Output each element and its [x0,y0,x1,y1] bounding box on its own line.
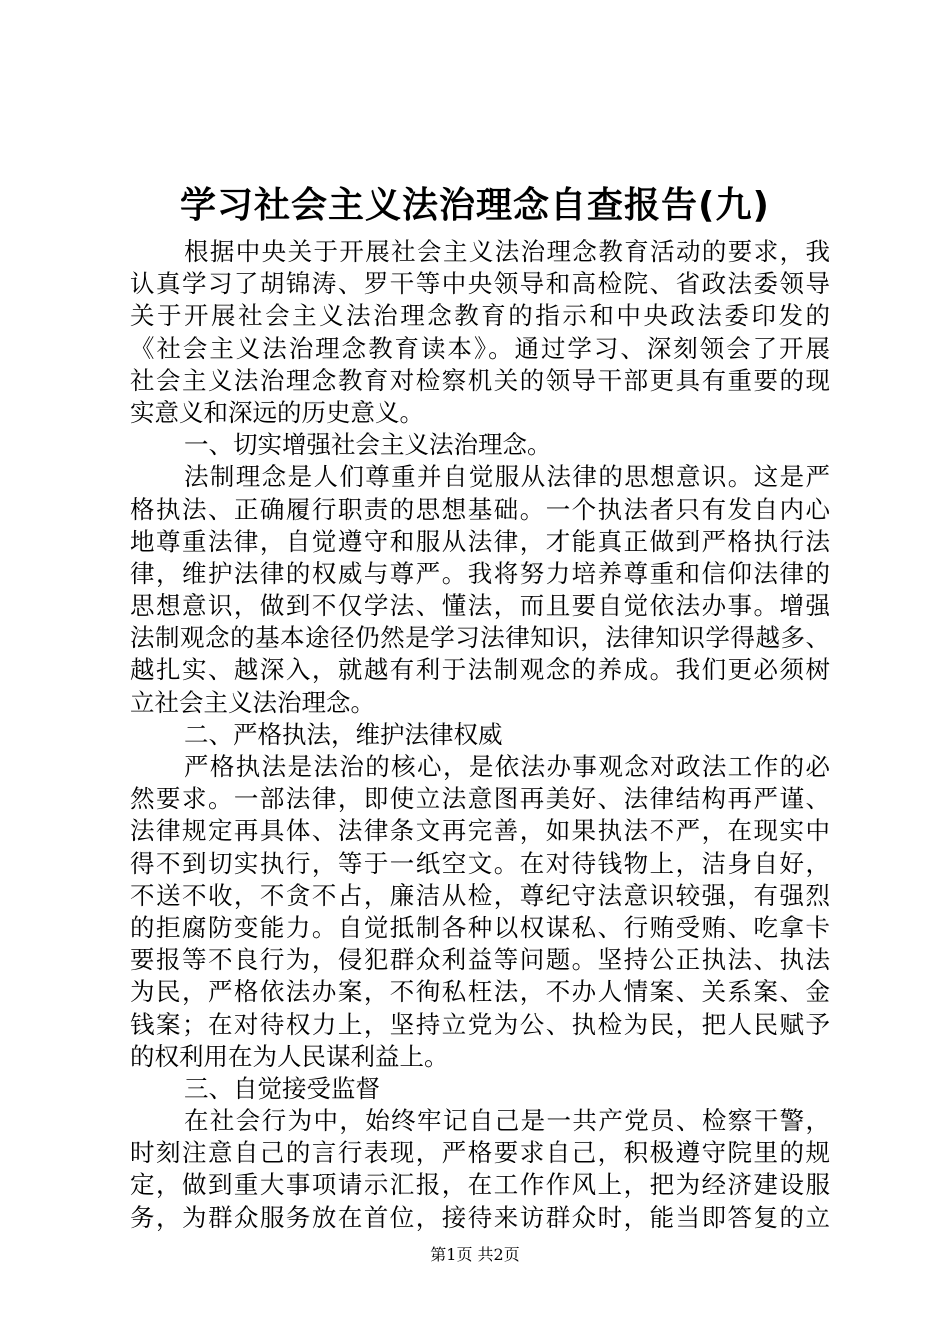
text-line: 一、切实增强社会主义法治理念。 [184,430,552,460]
text-line: 然要求。一部法律，即使立法意图再美好、法律结构再严谨、 [130,784,830,814]
text-line: 越扎实、越深入，就越有利于法制观念的养成。我们更必须树 [130,655,830,685]
text-line: 定，做到重大事项请示汇报，在工作作风上，把为经济建设服 [130,1170,830,1200]
text-line: 要报等不良行为，侵犯群众利益等问题。坚持公正执法、执法 [130,945,830,975]
text-line: 社会主义法治理念教育对检察机关的领导干部更具有重要的现 [130,365,830,395]
document-title: 学习社会主义法治理念自查报告(九) [180,185,770,226]
text-line: 得不到切实执行，等于一纸空文。在对待钱物上，洁身自好， [130,848,830,878]
page-footer: 第1页 共2页 [430,1245,520,1264]
text-line: 律，维护法律的权威与尊严。我将努力培养尊重和信仰法律的 [130,558,830,588]
text-line: 法制观念的基本途径仍然是学习法律知识，法律知识学得越多、 [130,623,830,653]
text-line: 二、严格执法，维护法律权威 [184,719,503,749]
text-line: 钱案；在对待权力上，坚持立党为公、执检为民，把人民赋予 [130,1009,830,1039]
text-line: 严格执法是法治的核心，是依法办事观念对政法工作的必 [184,752,830,781]
text-line: 格执法、正确履行职责的思想基础。一个执法者只有发自内心 [130,494,830,524]
text-line: 思想意识，做到不仅学法、懂法，而且要自觉依法办事。增强 [130,591,830,621]
text-line: 的权利用在为人民谋利益上。 [130,1041,449,1071]
text-line: 为民，严格依法办案，不徇私枉法，不办人情案、关系案、金 [130,977,830,1007]
text-line: 三、自觉接受监督 [184,1073,380,1103]
text-line: 法制理念是人们尊重并自觉服从法律的思想意识。这是严 [184,462,830,492]
text-line: 《社会主义法治理念教育读本》。通过学习、深刻领会了开展 [130,333,830,363]
text-line: 根据中央关于开展社会主义法治理念教育活动的要求，我 [184,237,830,266]
text-line: 在社会行为中，始终牢记自己是一共产党员、检察干警， [184,1106,830,1136]
document-body [130,236,830,1234]
text-line: 地尊重法律，自觉遵守和服从法律，才能真正做到严格执行法 [130,526,830,556]
text-line: 不送不收，不贪不占，廉洁从检，尊纪守法意识较强，有强烈 [130,880,830,910]
text-line: 的拒腐防变能力。自觉抵制各种以权谋私、行贿受贿、吃拿卡 [130,912,830,942]
text-line: 实意义和深远的历史意义。 [130,397,424,427]
text-line: 务，为群众服务放在首位，接待来访群众时，能当即答复的立 [130,1202,830,1232]
text-line: 关于开展社会主义法治理念教育的指示和中央政法委印发的 [130,301,830,331]
text-line: 立社会主义法治理念。 [130,687,375,717]
text-line: 认真学习了胡锦涛、罗干等中央领导和高检院、省政法委领导 [130,269,830,299]
text-line: 时刻注意自己的言行表现，严格要求自己，积极遵守院里的规 [130,1138,830,1168]
text-line: 法律规定再具体、法律条文再完善，如果执法不严，在现实中 [130,816,830,846]
